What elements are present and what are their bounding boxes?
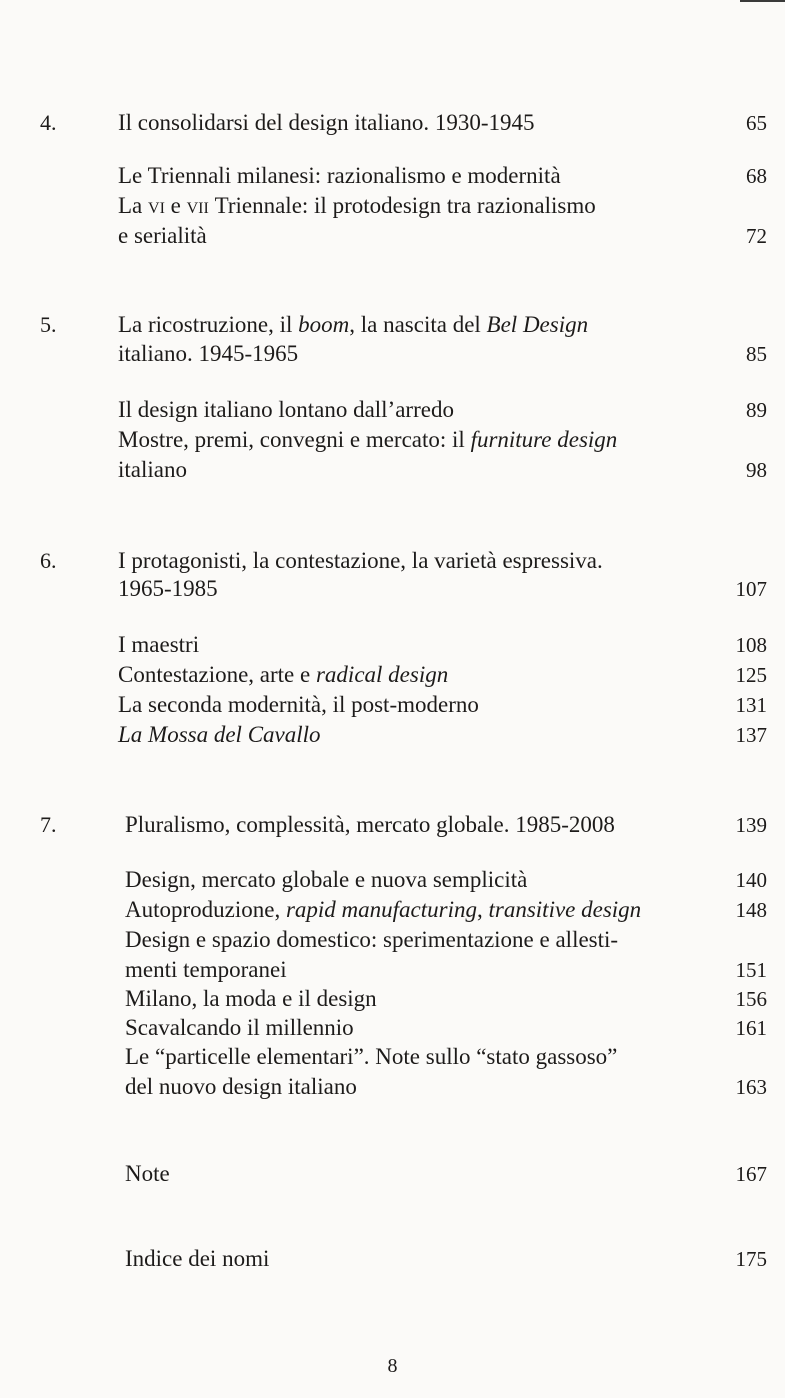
section-page: 161 bbox=[735, 1016, 767, 1040]
scan-edge-line bbox=[740, 0, 785, 2]
section-title: La seconda modernità, il post-moderno bbox=[118, 692, 479, 717]
section-title: La Mossa del Cavallo bbox=[118, 722, 321, 747]
section-page: 72 bbox=[746, 224, 767, 248]
section-title: Design, mercato globale e nuova semplicità bbox=[125, 867, 528, 892]
section-page: 125 bbox=[735, 663, 767, 687]
section-page: 156 bbox=[735, 987, 767, 1011]
chapter-page: 85 bbox=[746, 342, 767, 366]
chapter-page: 65 bbox=[746, 111, 767, 135]
chapter-title: Il consolidarsi del design italiano. 1930-1945 bbox=[118, 110, 535, 135]
chapter-number: 7. bbox=[40, 812, 57, 837]
back-matter-page: 167 bbox=[735, 1162, 767, 1186]
section-title: Design e spazio domestico: sperimentazione e allesti- bbox=[125, 927, 619, 952]
section-title: Mostre, premi, convegni e mercato: il furniture design bbox=[118, 427, 618, 452]
chapter-title: Pluralismo, complessità, mercato globale. 1985-2008 bbox=[125, 812, 615, 837]
section-page: 68 bbox=[746, 164, 767, 188]
chapter-page: 139 bbox=[735, 813, 767, 837]
section-page: 108 bbox=[735, 633, 767, 657]
section-title-continued: e serialità bbox=[118, 223, 207, 248]
back-matter-title: Note bbox=[125, 1161, 170, 1186]
section-title-continued: del nuovo design italiano bbox=[125, 1074, 357, 1099]
section-page: 151 bbox=[735, 958, 767, 982]
section-title: Scavalcando il millennio bbox=[125, 1015, 354, 1040]
chapter-number: 5. bbox=[40, 312, 57, 337]
section-title: I maestri bbox=[118, 632, 200, 657]
chapter-page: 107 bbox=[735, 577, 767, 601]
chapter-number: 6. bbox=[40, 548, 57, 573]
section-title: Autoproduzione, rapid manufacturing, transitive design bbox=[125, 897, 642, 922]
chapter-title-continued: italiano. 1945-1965 bbox=[118, 341, 299, 366]
section-title: La vi e vii Triennale: il protodesign tra razionalismo bbox=[118, 193, 596, 218]
section-page: 163 bbox=[735, 1075, 767, 1099]
chapter-title: La ricostruzione, il boom, la nascita del Bel Design bbox=[118, 312, 589, 337]
back-matter-title: Indice dei nomi bbox=[125, 1246, 270, 1271]
chapter-number: 4. bbox=[40, 110, 57, 135]
section-title-continued: menti temporanei bbox=[125, 957, 287, 982]
section-page: 131 bbox=[735, 693, 767, 717]
section-title: Contestazione, arte e radical design bbox=[118, 662, 449, 687]
back-matter-page: 175 bbox=[735, 1247, 767, 1271]
section-page: 98 bbox=[746, 458, 767, 482]
page-folio: 8 bbox=[387, 1355, 398, 1377]
section-page: 140 bbox=[735, 868, 767, 892]
section-title: Le Triennali milanesi: razionalismo e modernità bbox=[118, 163, 561, 188]
chapter-title-continued: 1965-1985 bbox=[118, 576, 218, 601]
section-title-continued: italiano bbox=[118, 457, 187, 482]
section-page: 148 bbox=[735, 898, 767, 922]
section-page: 137 bbox=[735, 723, 767, 747]
section-title: Il design italiano lontano dall’arredo bbox=[118, 397, 454, 422]
section-page: 89 bbox=[746, 398, 767, 422]
section-title: Le “particelle elementari”. Note sullo “stato gassoso” bbox=[125, 1044, 618, 1069]
section-title: Milano, la moda e il design bbox=[125, 986, 377, 1011]
chapter-title: I protagonisti, la contestazione, la varietà espressiva. bbox=[118, 548, 603, 573]
